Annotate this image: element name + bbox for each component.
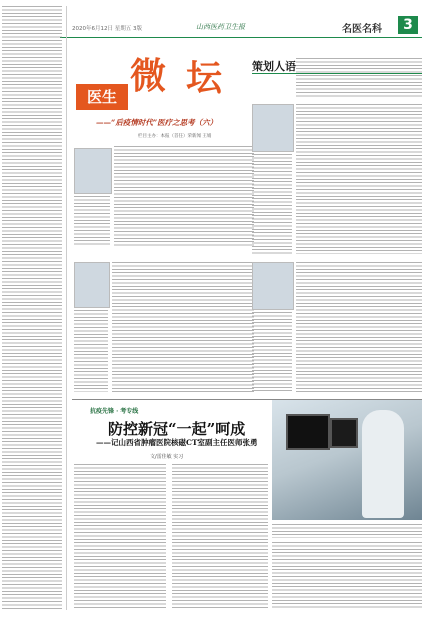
doctor-figure	[362, 410, 404, 518]
banner-doctor: 医生	[76, 84, 128, 110]
doctor-photo-4	[252, 262, 294, 310]
story-kicker: 抗疫先锋 · 考专线	[90, 408, 139, 415]
doctor-photo-1	[74, 148, 112, 194]
article-2-text	[112, 262, 254, 392]
column-title: 名医名科	[342, 24, 382, 35]
article-1-text	[114, 146, 254, 246]
page-number-badge: 3	[398, 16, 418, 34]
story-text-col-3	[272, 542, 422, 610]
article-4-text	[296, 262, 422, 392]
paper-name: 山西医药卫生报	[196, 23, 245, 31]
ct-monitor-left	[286, 414, 330, 450]
article-4-text-b	[252, 312, 292, 392]
issue-date: 2020年6月12日 星期五 3版	[72, 26, 142, 32]
story-subheadline: ——记山西省肿瘤医院核磁CT室副主任医师张勇	[96, 438, 258, 447]
left-column-text	[2, 6, 62, 610]
photo-caption	[272, 524, 422, 538]
story-text-col-2	[172, 464, 268, 610]
story-byline: 文/雷佳敏 实习	[150, 454, 184, 460]
story-text-col-1	[74, 464, 166, 610]
banner-tan: 坛	[186, 57, 223, 99]
ct-monitor-right	[330, 418, 358, 448]
column-divider	[66, 6, 67, 610]
story-headline: 防控新冠“一起”呵成	[108, 420, 246, 438]
feature-subtitle: ——“后疫情时代”医疗之思考（六）	[96, 118, 218, 127]
editor-note-text	[296, 58, 422, 98]
editor-note-title: 策划人语	[252, 60, 296, 73]
doctor-photo-3	[252, 104, 294, 152]
header-rule	[60, 37, 422, 38]
article-1-text-b	[74, 196, 110, 246]
doctor-photo-2	[74, 262, 110, 308]
article-2-text-b	[74, 310, 108, 392]
article-3-text	[296, 104, 422, 254]
article-3-text-b	[252, 154, 292, 254]
banner-wei: 微	[130, 55, 167, 97]
feature-credit: 栏目主办：本报（首任）荣新闻 王娟	[138, 134, 212, 139]
